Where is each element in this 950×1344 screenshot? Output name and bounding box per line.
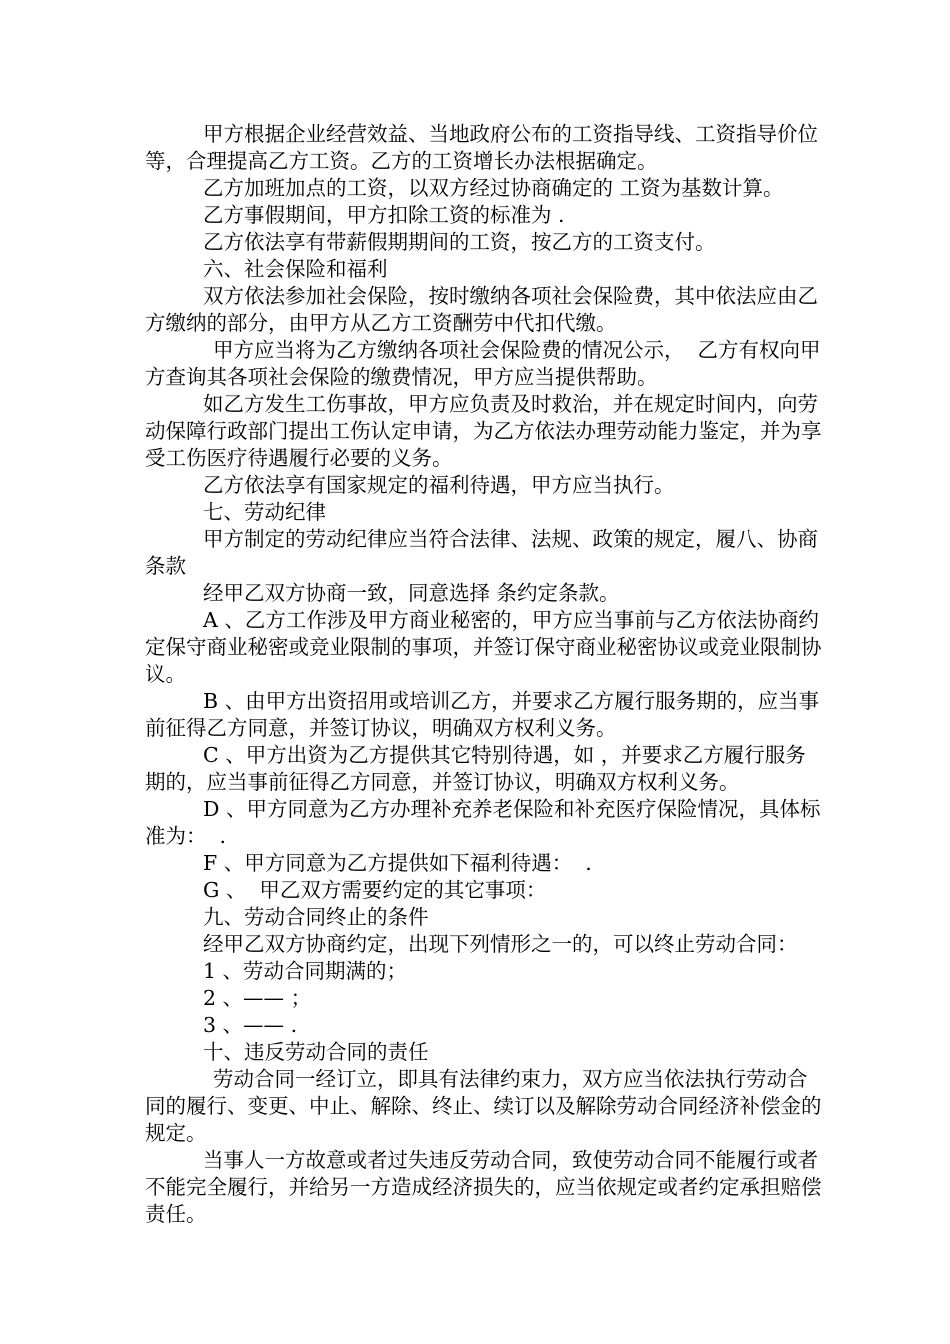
list-item-3: 3 、—— . <box>203 1013 298 1037</box>
paragraph-wage-increase: 甲方根据企业经营效益、当地政府公布的工资指导线、工资指导价位等，合理提高乙方工资。乙方的工资增长办法根据确定。 <box>145 122 818 173</box>
paragraph-paid-leave: 乙方依法享有带薪假期期间的工资，按乙方的工资支付。 <box>203 230 716 254</box>
section-heading-social-insurance: 六、社会保险和福利 <box>203 257 388 281</box>
paragraph-personal-leave: 乙方事假期间，甲方扣除工资的标准为 . <box>203 203 565 227</box>
paragraph-agreed-terms: 经甲乙双方协商一致，同意选择 条约定条款。 <box>203 581 620 605</box>
clause-b: B 、由甲方出资招用或培训乙方，并要求乙方履行服务期的，应当事前征得乙方同意，并签订协议，明确双方权利义务。 <box>145 689 820 740</box>
clause-f: F 、甲方同意为乙方提供如下福利待遇： . <box>203 851 592 875</box>
paragraph-work-injury: 如乙方发生工伤事故，甲方应负责及时救治，并在规定时间内，向劳动保障行政部门提出工伤认定申请，为乙方依法办理劳动能力鉴定，并为享受工伤医疗待遇履行必要的义务。 <box>145 392 822 470</box>
paragraph-welfare: 乙方依法享有国家规定的福利待遇，甲方应当执行。 <box>203 473 675 497</box>
section-heading-liability: 十、违反劳动合同的责任 <box>203 1040 429 1064</box>
paragraph-compensation: 当事人一方故意或者过失违反劳动合同，致使劳动合同不能履行或者不能完全履行，并给另一方造成经济损失的，应当依规定或者约定承担赔偿责任。 <box>145 1148 822 1226</box>
list-item-2: 2 、—— ； <box>203 986 312 1010</box>
paragraph-discipline: 甲方制定的劳动纪律应当符合法律、法规、政策的规定，履八、协商条款 <box>145 527 818 578</box>
clause-g: G 、 甲乙双方需要约定的其它事项： <box>203 878 547 902</box>
paragraph-overtime-wage: 乙方加班加点的工资，以双方经过协商确定的 工资为基数计算。 <box>203 176 784 200</box>
paragraph-termination-conditions: 经甲乙双方协商约定，出现下列情形之一的，可以终止劳动合同： <box>203 932 798 956</box>
clause-d: D 、甲方同意为乙方办理补充养老保险和补充医疗保险情况，具体标准为： . <box>145 797 821 848</box>
list-item-1: 1 、劳动合同期满的； <box>203 959 408 983</box>
section-heading-termination: 九、劳动合同终止的条件 <box>203 905 429 929</box>
section-heading-discipline: 七、劳动纪律 <box>203 500 326 524</box>
clause-a: A 、乙方工作涉及甲方商业秘密的，甲方应当事前与乙方依法协商约定保守商业秘密或竞业限制的事项，并签订保守商业秘密协议或竞业限制协议。 <box>145 608 822 686</box>
clause-c: C 、甲方出资为乙方提供其它特别待遇，如 ，并要求乙方履行服务期的，应当事前征得乙方同意，并签订协议，明确双方权利义务。 <box>145 743 806 794</box>
paragraph-legal-binding: 劳动合同一经订立，即具有法律约束力，双方应当依法执行劳动合同的履行、变更、中止、解除、终止、续订以及解除劳动合同经济补偿金的规定。 <box>145 1067 822 1145</box>
paragraph-social-insurance: 双方依法参加社会保险，按时缴纳各项社会保险费，其中依法应由乙方缴纳的部分，由甲方从乙方工资酬劳中代扣代缴。 <box>145 284 818 335</box>
paragraph-insurance-disclosure: 甲方应当将为乙方缴纳各项社会保险费的情况公示， 乙方有权向甲方查询其各项社会保险的缴费情况，甲方应当提供帮助。 <box>145 338 821 389</box>
document-body <box>145 121 825 1228</box>
